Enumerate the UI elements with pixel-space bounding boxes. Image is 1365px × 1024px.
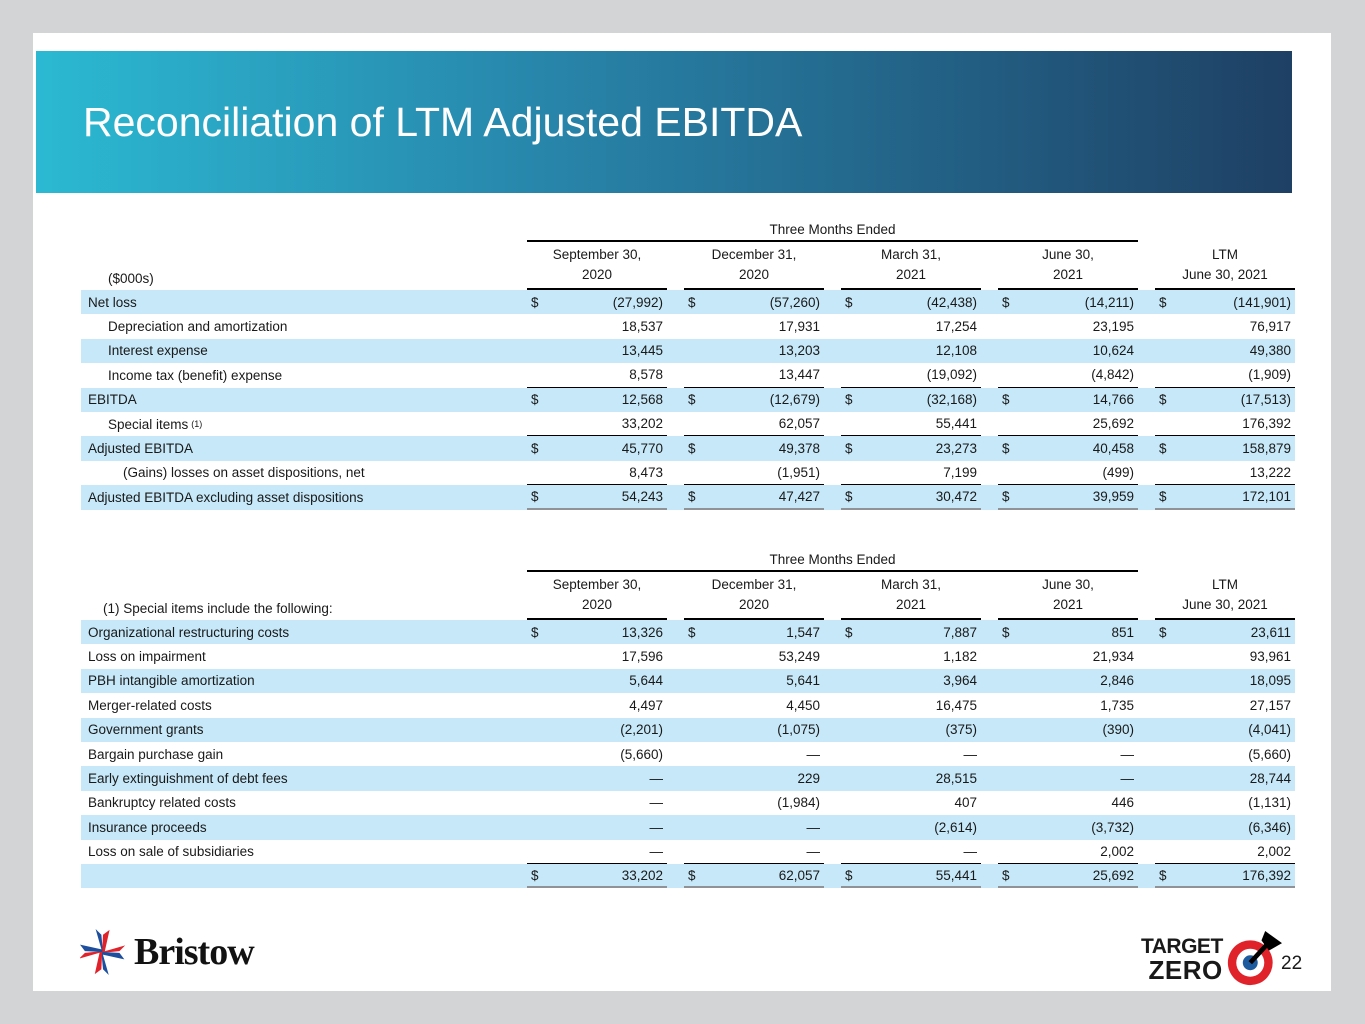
table-row: Special items (1) 33,202 62,057 55,441 25,692 176,392 [81,412,1295,436]
col-header: September 30, 2020 [527,572,667,620]
table-row: Adjusted EBITDA excluding asset dispositions $ 54,243 $ 47,427 $ 30,472 $ 39,959 $ 172,101 [81,485,1295,509]
bullseye-arrow-icon [1226,931,1282,987]
table-row: Early extinguishment of debt fees — 229 28,515 — 28,744 [81,766,1295,790]
table-row: Loss on impairment 17,596 53,249 1,182 21,934 93,961 [88,649,1291,665]
table-row: Government grants (2,201) (1,075) (375) (390) (4,041) [81,718,1295,742]
bristow-wordmark: Bristow [134,931,254,973]
period-label: Three Months Ended [527,218,1138,242]
table-row: Net loss $ (27,992) $ (57,260) $ (42,438) $ (14,211) $ (141,901) [81,290,1295,314]
col-header: December 31, 2020 [684,572,824,620]
col-header-ltm: LTM June 30, 2021 [1155,242,1295,290]
slide-title: Reconciliation of LTM Adjusted EBITDA [83,98,803,145]
table-row: PBH intangible amortization 5,644 5,641 3,964 2,846 18,095 [81,669,1295,693]
units-label: ($000s) [108,271,154,286]
col-header: March 31, 2021 [841,242,981,290]
table-row: (Gains) losses on asset dispositions, net 8,473 (1,951) 7,199 (499) 13,222 [81,461,1295,485]
table1-period-header [81,218,1295,242]
table-special-items [81,548,1295,888]
col-header-ltm: LTM June 30, 2021 [1155,572,1295,620]
col-header: March 31, 2021 [841,572,981,620]
table2-period-header [81,548,1295,572]
table-row: Organizational restructuring costs $ 13,326 $ 1,547 $ 7,887 $ 851 $ 23,611 [81,620,1295,644]
table1-column-headers [81,242,1295,290]
target-zero-logo [1141,931,1282,987]
table-row: Loss on sale of subsidiaries — — — 2,002 2,002 [81,840,1295,864]
col-header: June 30, 2021 [998,572,1138,620]
period-label: Three Months Ended [527,548,1138,572]
title-bar [36,51,1292,193]
table-row: Depreciation and amortization 18,537 17,931 17,254 23,195 76,917 [108,319,1291,335]
table-row: Merger-related costs 4,497 4,450 16,475 1,735 27,157 [88,697,1291,713]
table-row: Bargain purchase gain (5,660) — — — (5,660) [88,746,1291,762]
page-number: 22 [1281,953,1303,974]
target-zero-wordmark: TARGET ZERO [1141,934,1223,985]
col-header: December 31, 2020 [684,242,824,290]
table-row: Bankruptcy related costs — (1,984) 407 446 (1,131) [88,795,1291,811]
table-row: EBITDA $ 12,568 $ (12,679) $ (32,168) $ 14,766 $ (17,513) [81,388,1295,412]
note-label: (1) Special items include the following: [103,601,333,616]
bristow-logo [80,926,254,978]
table-row: Insurance proceeds — — (2,614) (3,732) (6,346) [81,815,1295,839]
table-total-row: $ 33,202 $ 62,057 $ 55,441 $ 25,692 $ 176,392 [81,864,1295,888]
col-header: September 30, 2020 [527,242,667,290]
table-row: Interest expense 13,445 13,203 12,108 10,624 49,380 [81,339,1295,363]
table2-column-headers [81,572,1295,620]
slide [33,33,1331,991]
table-row: Adjusted EBITDA $ 45,770 $ 49,378 $ 23,273 $ 40,458 $ 158,879 [81,436,1295,460]
table-row: Income tax (benefit) expense 8,578 13,447 (19,092) (4,842) (1,909) [81,363,1295,387]
col-header: June 30, 2021 [998,242,1138,290]
table-ltm-adjusted-ebitda [81,218,1295,510]
pinwheel-icon [80,926,126,978]
